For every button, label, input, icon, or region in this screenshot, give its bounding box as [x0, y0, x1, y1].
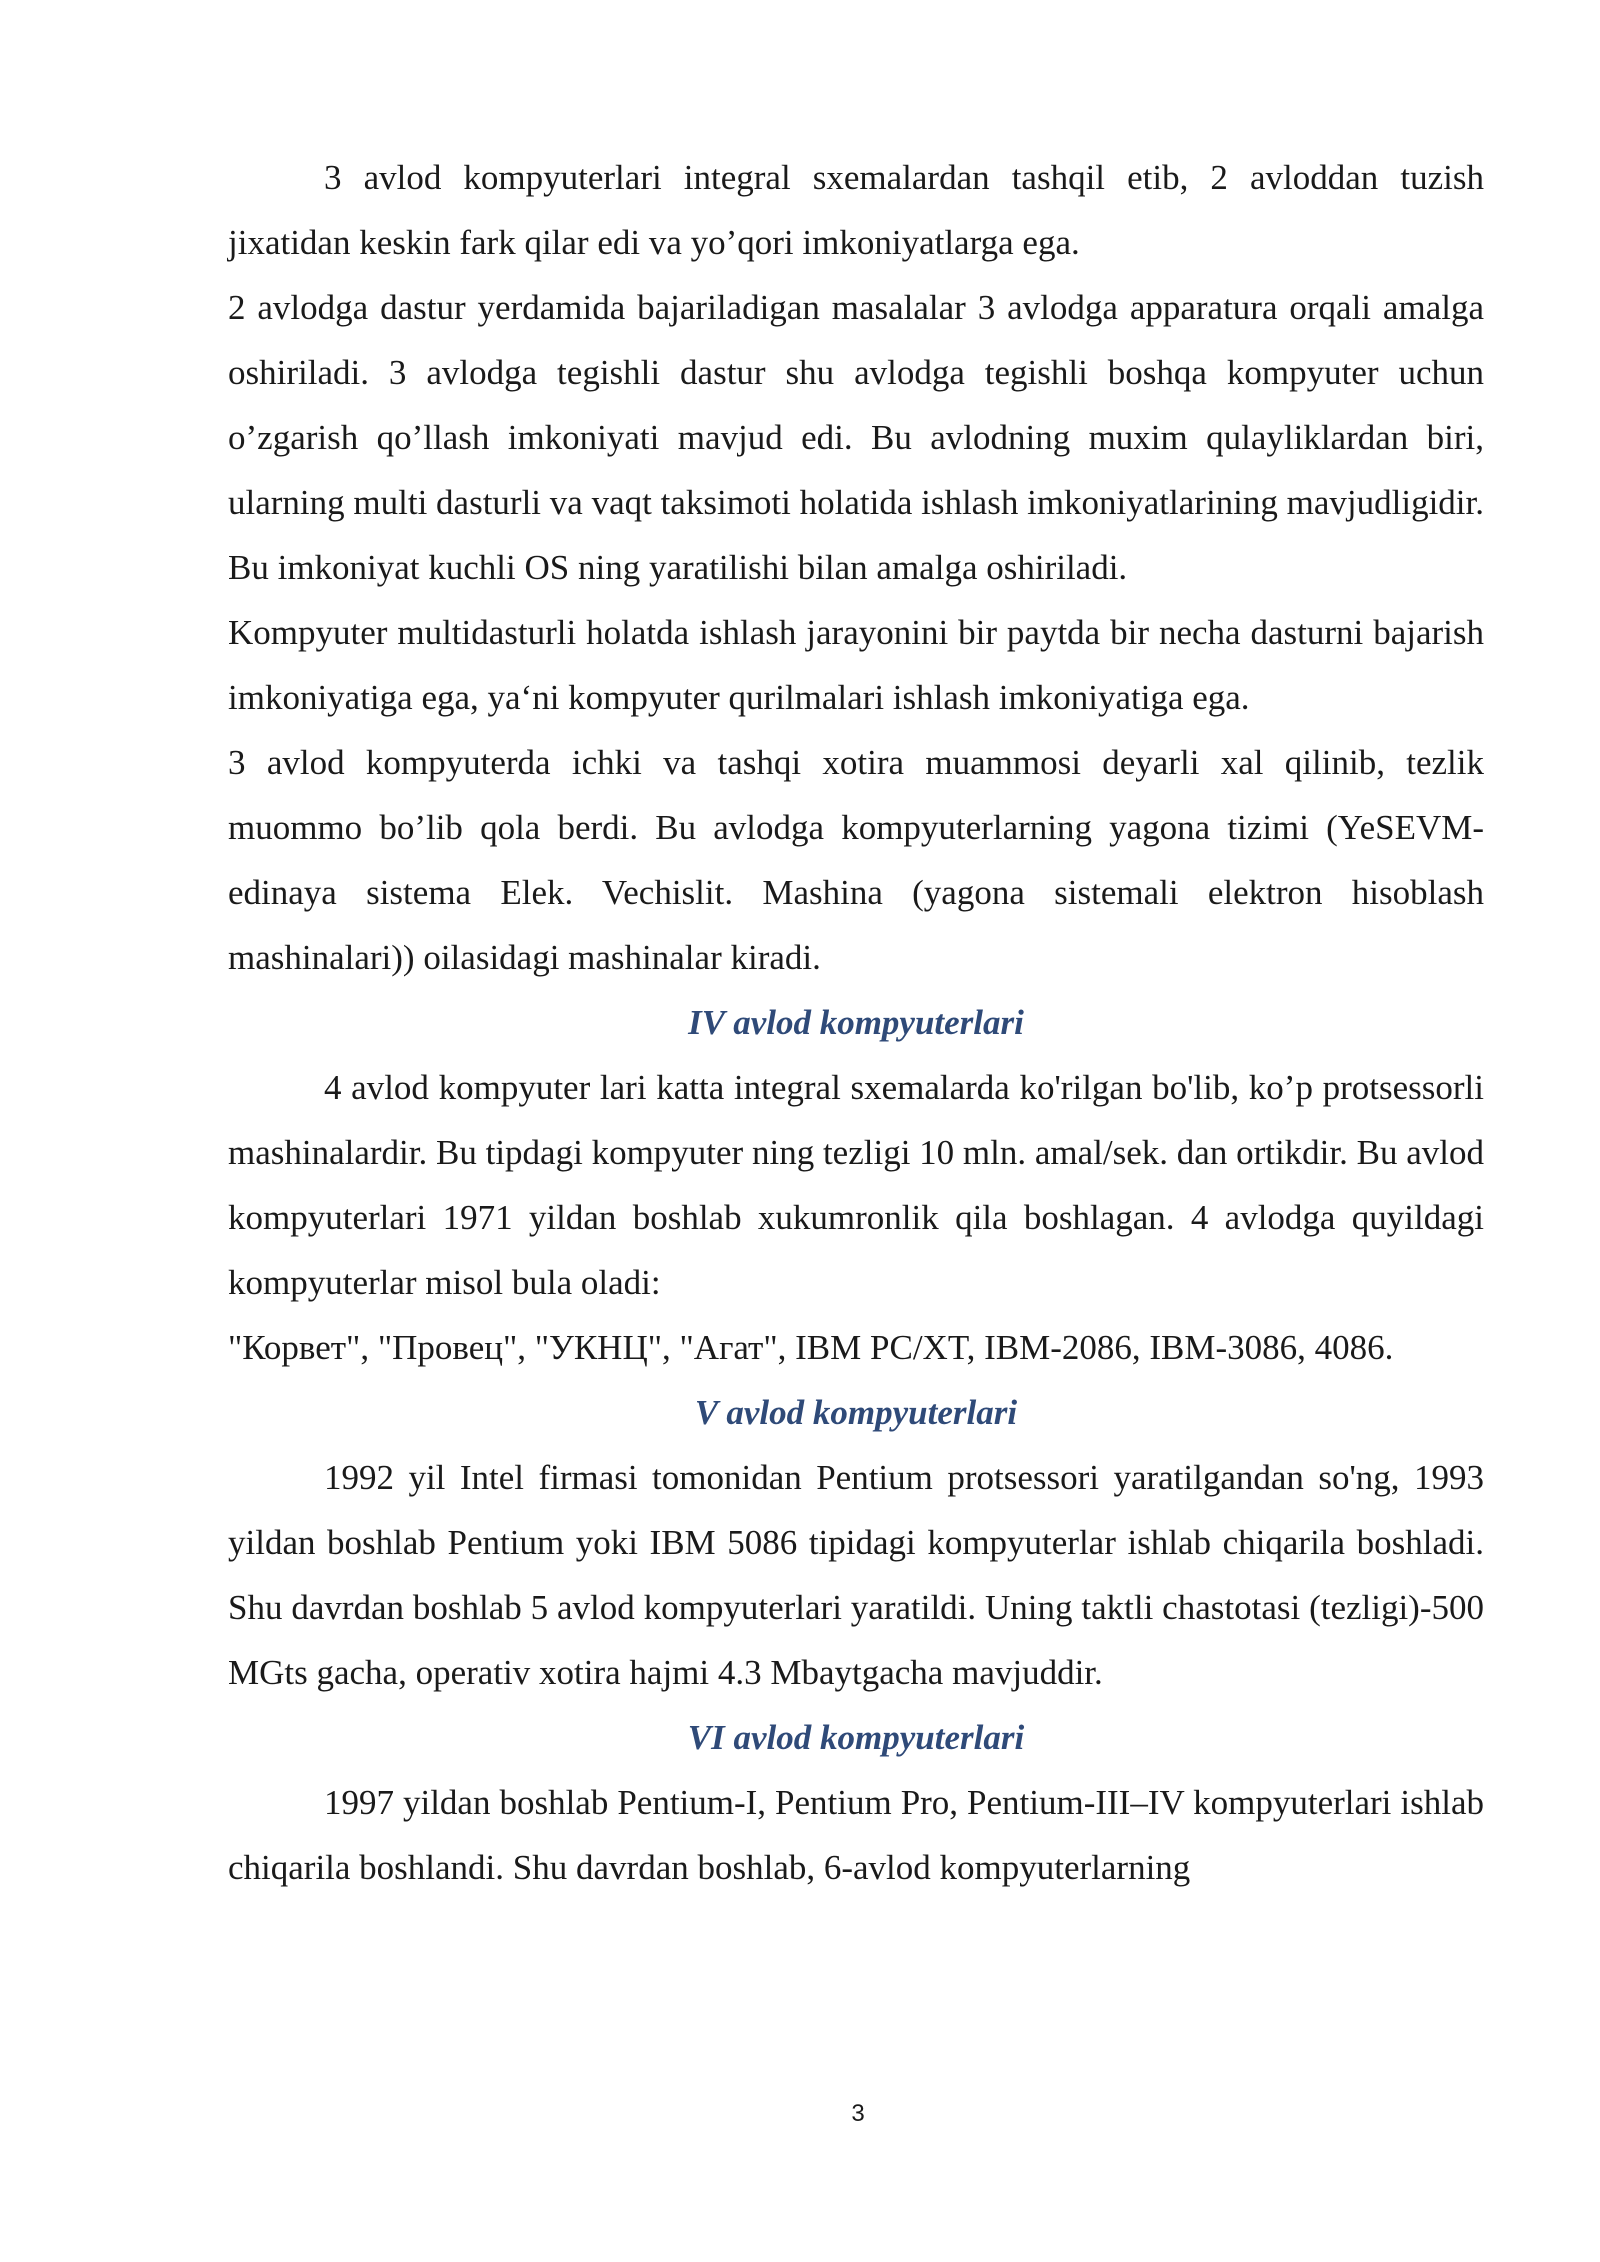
paragraph-fourth-generation: 4 avlod kompyuter lari katta integral sxemalarda ko'rilgan bo'lib, ko’p protsessorli mashinalardir. Bu tipdagi kompyuter ning tezligi 10 mln. amal/sek. dan ortikdir. Bu avlod kompyuterlari 1971 yildan boshlab xukumronlik qila boshlagan. 4 avlodga quyildagi kompyuterlar misol bula oladi:	[228, 1068, 1484, 1302]
paragraph-fourth-generation-examples: "Корвет", "Провец", "УКНЦ", "Агат", IBM PC/XT, IBM-2086, IBM-3086, 4086.	[228, 1328, 1394, 1367]
heading-fifth-generation: V avlod kompyuterlari	[694, 1393, 1018, 1432]
paragraph-memory-problem: 3 avlod kompyuterda ichki va tashqi xotira muammosi deyarli xal qilinib, tezlik muommo bo’lib qola berdi. Bu avlodga kompyuterlarning yagona tizimi (YeSEVM-edinaya sistema Elek. Vechislit. Mashina (yagona sistemali elektron hisoblash mashinalari)) oilasidagi mashinalar kiradi.	[228, 743, 1484, 977]
paragraph-hardware-execution: 2 avlodga dastur yerdamida bajariladigan masalalar 3 avlodga apparatura orqali amalga oshiriladi. 3 avlodga tegishli dastur shu avlodga tegishli boshqa kompyuter uchun o’zgarish qo’llash imkoniyati mavjud edi. Bu avlodning muxim qulayliklardan biri, ularning multi dasturli va vaqt taksimoti holatida ishlash imkoniyatlarining mavjudligidir. Bu imkoniyat kuchli OS ning yaratilishi bilan amalga oshiriladi.	[228, 288, 1484, 587]
paragraph-fifth-generation: 1992 yil Intel firmasi tomonidan Pentium protsessori yaratilgandan so'ng, 1993 yildan boshlab Pentium yoki IBM 5086 tipidagi kompyuterlar ishlab chiqarila boshladi. Shu davrdan boshlab 5 avlod kompyuterlari yaratildi. Uning taktli chastotasi (tezligi)-500 MGts gacha, operativ xotira hajmi 4.3 Mbaytgacha mavjuddir.	[228, 1458, 1484, 1692]
document-page	[228, 145, 1484, 1900]
heading-sixth-generation: VI avlod kompyuterlari	[687, 1718, 1025, 1757]
heading-fourth-generation: IV avlod kompyuterlari	[688, 1003, 1024, 1042]
paragraph-third-generation-intro: 3 avlod kompyuterlari integral sxemalardan tashqil etib, 2 avloddan tuzish jixatidan keskin fark qilar edi va yo’qori imkoniyatlarga ega.	[228, 158, 1484, 262]
paragraph-multiprogramming: Kompyuter multidasturli holatda ishlash jarayonini bir paytda bir necha dasturni bajarish imkoniyatiga ega, ya‘ni kompyuter qurilmalari ishlash imkoniyatiga ega.	[228, 613, 1484, 717]
paragraph-sixth-generation: 1997 yildan boshlab Pentium-I, Pentium Pro, Pentium-III–IV kompyuterlari ishlab chiqarila boshlandi. Shu davrdan boshlab, 6-avlod kompyuterlarning	[228, 1783, 1484, 1887]
page-number: 3	[851, 2100, 865, 2127]
